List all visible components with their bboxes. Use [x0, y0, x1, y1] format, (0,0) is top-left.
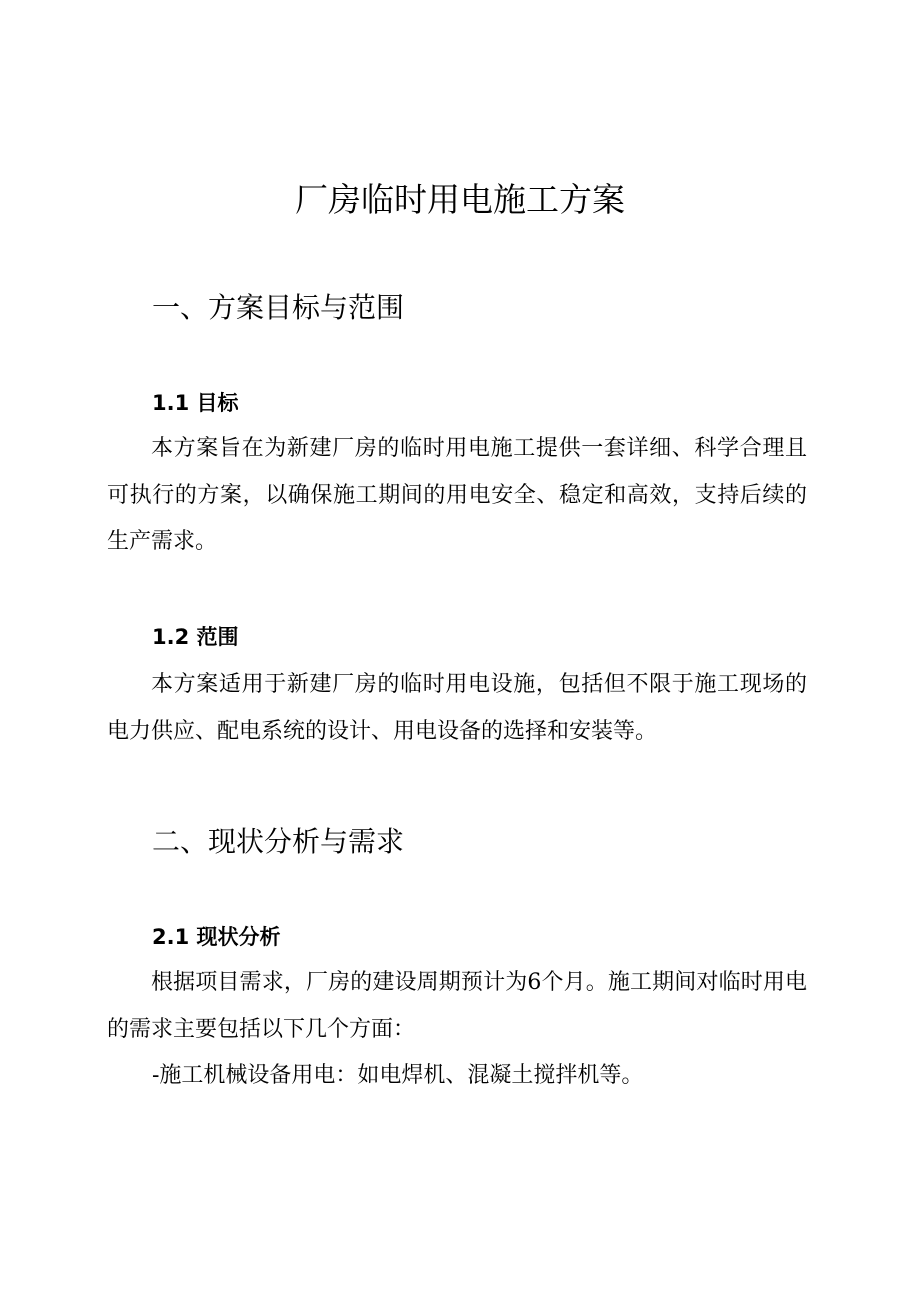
subsection-heading-2-1: 2.1 现状分析: [152, 925, 281, 949]
section-heading-1: 一、方案目标与范围: [152, 291, 405, 324]
list-item-equipment-power: -施工机械设备用电：如电焊机、混凝土搅拌机等。: [152, 1063, 644, 1088]
section-heading-2: 二、现状分析与需求: [152, 825, 405, 858]
subsection-heading-1-1: 1.1 目标: [152, 391, 239, 415]
paragraph-2-1: 根据项目需求，厂房的建设周期预计为6个月。施工期间对临时用电的需求主要包括以下几个方面：: [107, 970, 807, 1042]
document-title: 厂房临时用电施工方案: [295, 180, 625, 219]
paragraph-1-1: 本方案旨在为新建厂房的临时用电施工提供一套详细、科学合理且可执行的方案，以确保施工期间的用电安全、稳定和高效，支持后续的生产需求。: [107, 436, 807, 554]
paragraph-1-2: 本方案适用于新建厂房的临时用电设施，包括但不限于施工现场的电力供应、配电系统的设计、用电设备的选择和安装等。: [107, 672, 807, 744]
subsection-heading-1-2: 1.2 范围: [152, 625, 239, 649]
